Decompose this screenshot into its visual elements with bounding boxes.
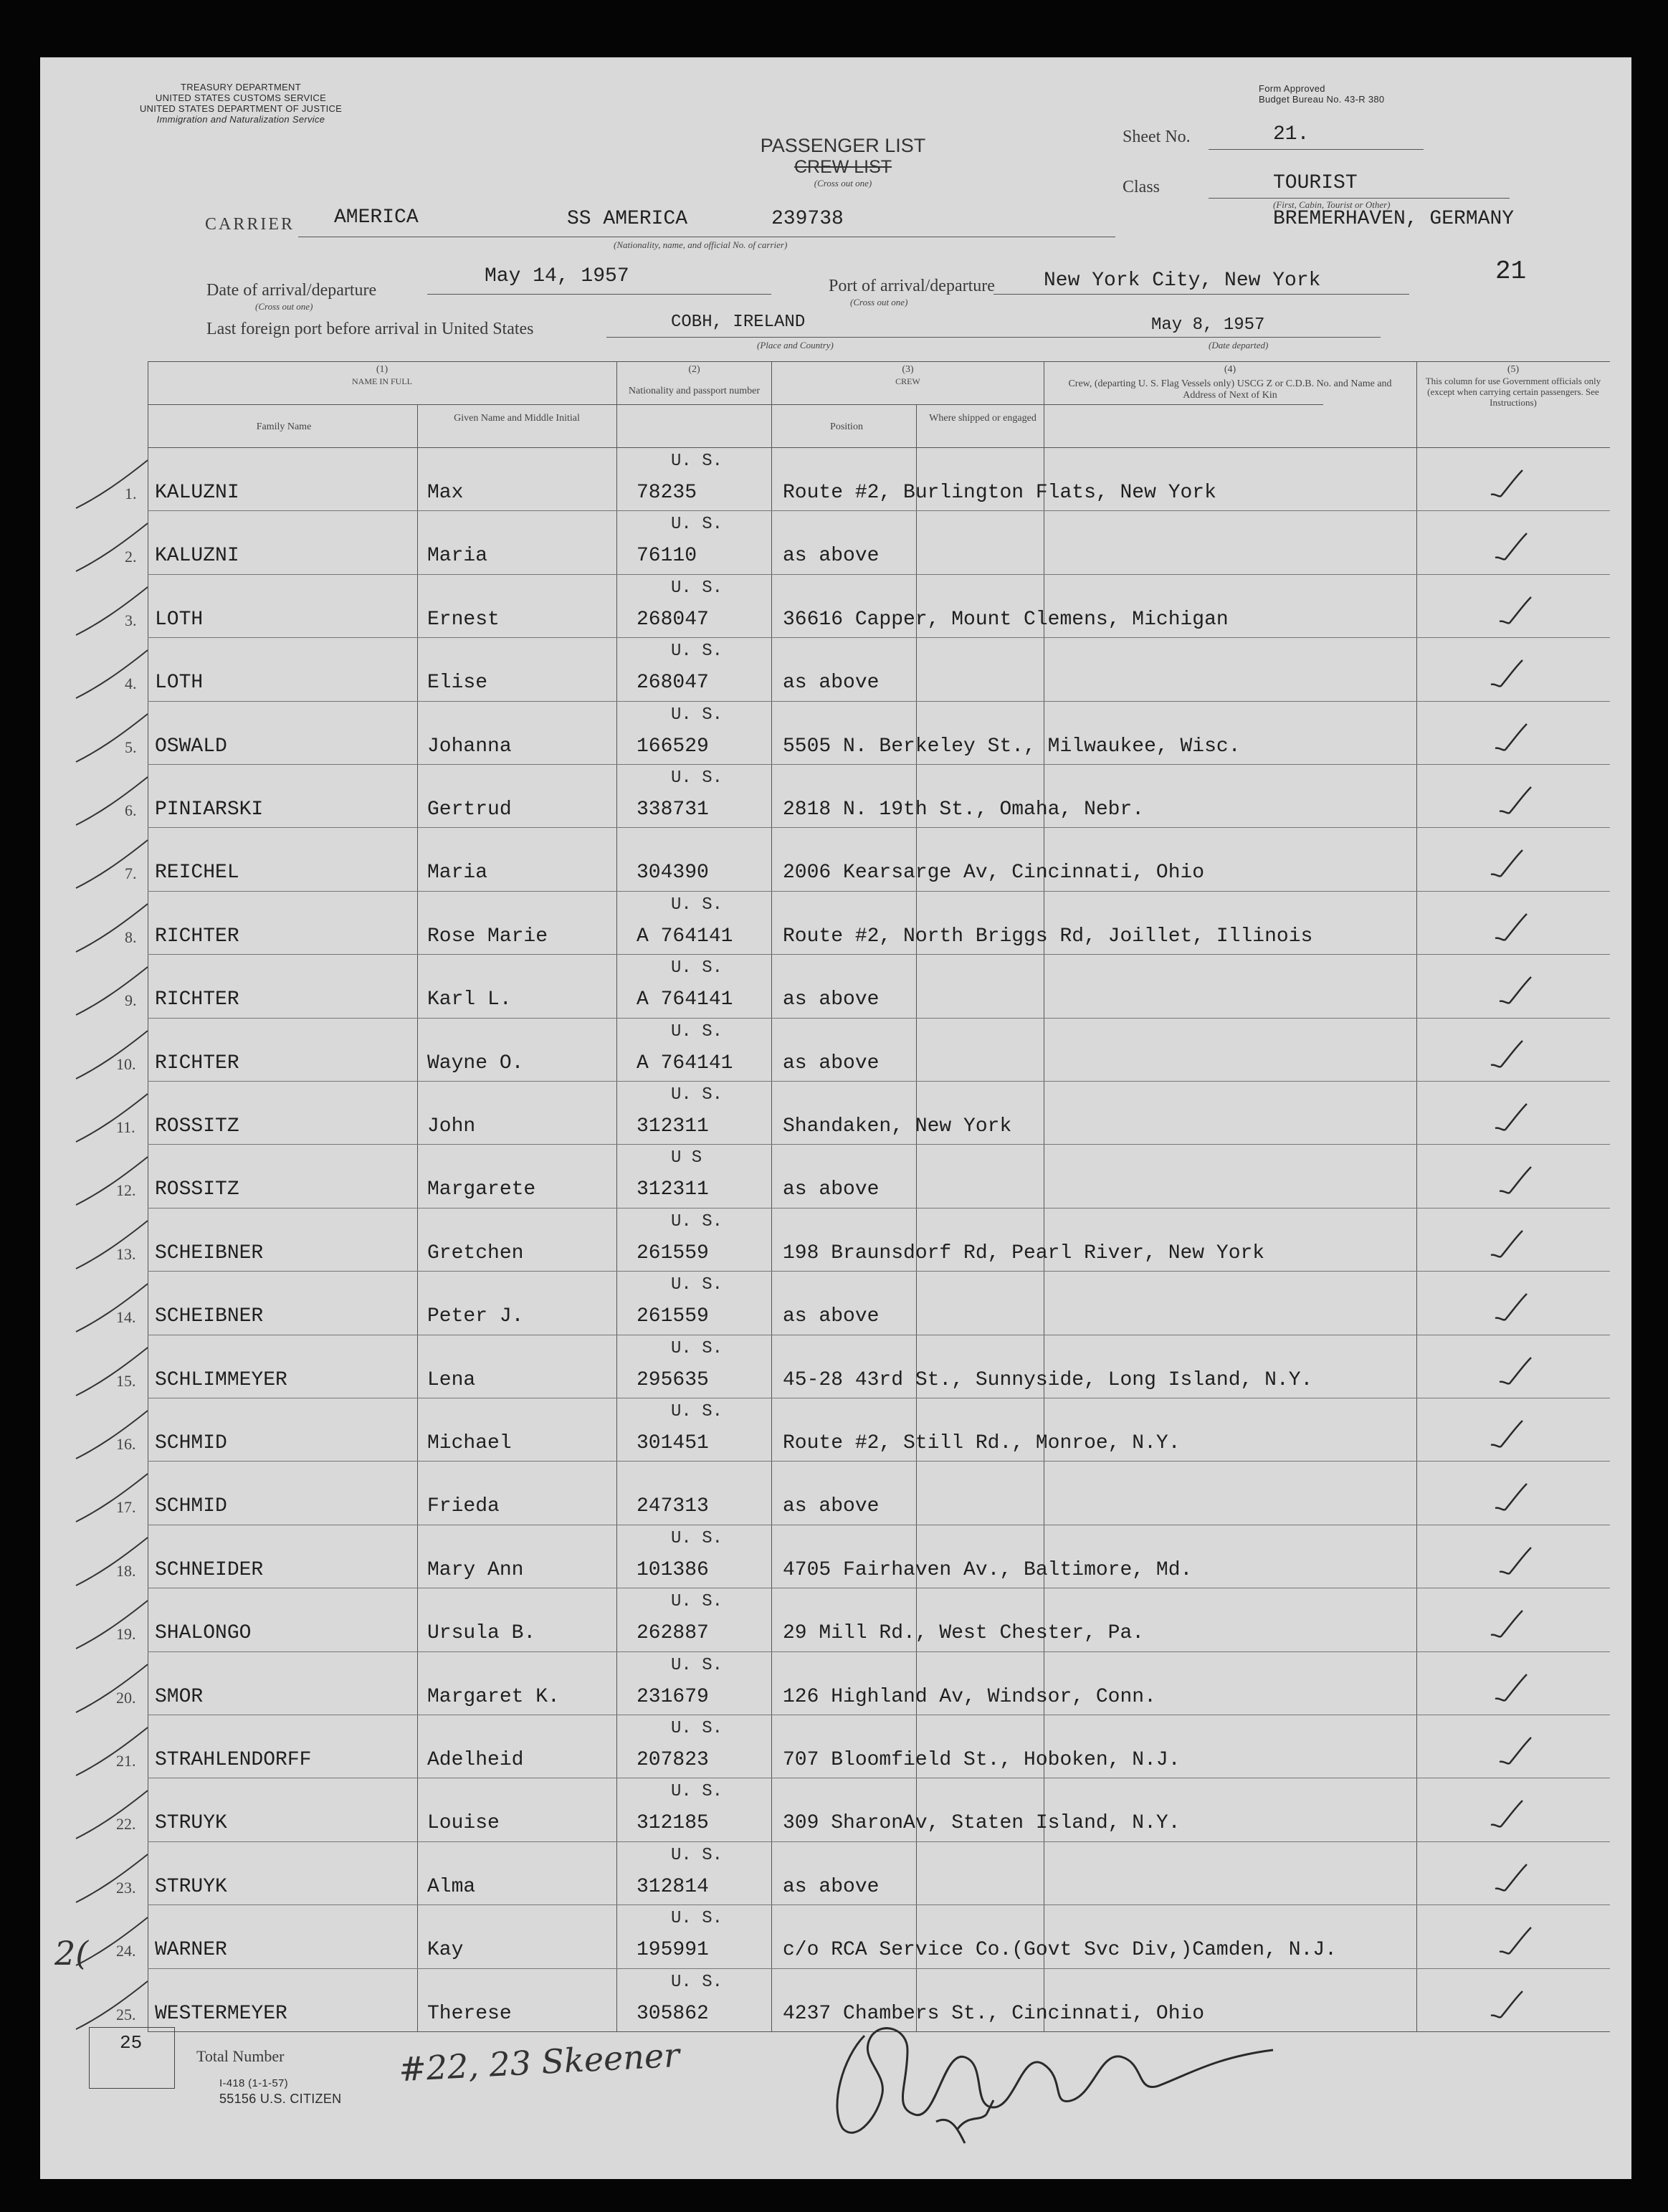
passport-number: 304390 bbox=[637, 862, 709, 885]
table-top-border bbox=[148, 361, 1610, 362]
margin-tick-icon bbox=[69, 1532, 155, 1589]
family-name: PINIARSKI bbox=[155, 798, 264, 821]
inspector-signature bbox=[814, 2007, 1330, 2150]
nationality: U. S. bbox=[671, 1211, 723, 1231]
family-name: SHALONGO bbox=[155, 1622, 252, 1645]
margin-tick-icon bbox=[69, 1595, 155, 1652]
given-name: Max bbox=[427, 482, 464, 504]
row-number: 2. bbox=[125, 548, 137, 566]
address: 29 Mill Rd., West Chester, Pa. bbox=[783, 1622, 1145, 1645]
family-name: RICHTER bbox=[155, 925, 239, 948]
checkmark-icon bbox=[1497, 1923, 1533, 1959]
passport-number: 207823 bbox=[637, 1749, 709, 1771]
family-name: SCHNEIDER bbox=[155, 1558, 264, 1581]
passport-number: 166529 bbox=[637, 735, 709, 758]
checkmark-icon bbox=[1497, 783, 1533, 819]
last-port-underline bbox=[606, 337, 1381, 338]
passport-number: 262887 bbox=[637, 1622, 709, 1645]
address: 309 SharonAv, Staten Island, N.Y. bbox=[783, 1812, 1181, 1835]
nationality: U. S. bbox=[671, 1909, 723, 1929]
checkmark-icon bbox=[1497, 1353, 1533, 1389]
class-value: TOURIST bbox=[1273, 172, 1358, 194]
passport-number: 76110 bbox=[637, 545, 697, 568]
given-name: Maria bbox=[427, 862, 488, 885]
nationality: U. S. bbox=[671, 1528, 723, 1548]
family-name: WESTERMEYER bbox=[155, 2002, 287, 2025]
family-name: REICHEL bbox=[155, 862, 239, 885]
address: as above bbox=[783, 545, 880, 568]
checkmark-icon bbox=[1492, 1479, 1528, 1515]
row-divider bbox=[148, 827, 1610, 828]
passport-number: A 764141 bbox=[637, 1052, 733, 1074]
class-label: Class bbox=[1123, 178, 1161, 196]
margin-tick-icon bbox=[69, 1405, 155, 1462]
given-name: Peter J. bbox=[427, 1305, 524, 1328]
checkmark-icon bbox=[1488, 656, 1524, 692]
col5-title: This column for use Government officials only (except when carrying certain passengers. See Instructions) bbox=[1425, 376, 1601, 408]
col-shipped-header: Where shipped or engaged bbox=[929, 413, 1036, 424]
checkmark-icon bbox=[1488, 846, 1524, 882]
col3-number: (3) bbox=[902, 364, 914, 375]
address: 5505 N. Berkeley St., Milwaukee, Wisc. bbox=[783, 735, 1241, 758]
title-crew-list: CREW LIST bbox=[794, 157, 892, 177]
row-divider bbox=[148, 1651, 1610, 1652]
passport-number: 295635 bbox=[637, 1368, 709, 1391]
nationality: U. S. bbox=[671, 1402, 723, 1421]
checkmark-icon bbox=[1492, 1670, 1528, 1706]
nationality: U. S. bbox=[671, 1275, 723, 1295]
total-number-value: 25 bbox=[120, 2032, 143, 2054]
row-number: 7. bbox=[125, 864, 137, 883]
address: Shandaken, New York bbox=[783, 1115, 1012, 1138]
carrier-number: 239738 bbox=[771, 208, 844, 230]
checkmark-icon bbox=[1488, 1606, 1524, 1642]
margin-tick-icon bbox=[69, 1025, 155, 1082]
family-name: SCHMID bbox=[155, 1495, 227, 1518]
carrier-nationality: AMERICA bbox=[334, 206, 419, 229]
class-caption: (First, Cabin, Tourist or Other) bbox=[1273, 199, 1391, 210]
checkmark-icon bbox=[1497, 973, 1533, 1009]
family-name: RICHTER bbox=[155, 988, 239, 1011]
agency-line-2: UNITED STATES CUSTOMS SERVICE bbox=[155, 92, 327, 103]
row-divider bbox=[148, 1904, 1610, 1905]
checkmark-icon bbox=[1488, 1987, 1524, 2023]
row-number: 21. bbox=[116, 1752, 136, 1770]
address: 2818 N. 19th St., Omaha, Nebr. bbox=[783, 798, 1145, 821]
family-name: STRUYK bbox=[155, 1875, 227, 1898]
row-number: 18. bbox=[116, 1561, 136, 1580]
col-divider-position bbox=[916, 404, 917, 2031]
family-name: SCHLIMMEYER bbox=[155, 1368, 287, 1391]
row-divider bbox=[148, 510, 1610, 511]
embarkation-port: BREMERHAVEN, GERMANY bbox=[1273, 208, 1515, 230]
checkmark-icon bbox=[1497, 1733, 1533, 1769]
row-divider bbox=[148, 701, 1610, 702]
col3-header bbox=[772, 364, 1044, 387]
row-number: 12. bbox=[116, 1181, 136, 1200]
given-name: Alma bbox=[427, 1875, 476, 1898]
given-name: Therese bbox=[427, 2002, 512, 2025]
passport-number: 78235 bbox=[637, 482, 697, 504]
passport-number: 261559 bbox=[637, 1241, 709, 1264]
given-name: Mary Ann bbox=[427, 1558, 524, 1581]
address: 2006 Kearsarge Av, Cincinnati, Ohio bbox=[783, 862, 1205, 885]
col-divider-nationality bbox=[771, 361, 772, 2031]
nationality: U. S. bbox=[671, 705, 723, 725]
col5-header bbox=[1420, 364, 1606, 408]
given-name: Louise bbox=[427, 1812, 500, 1835]
form-number: I-418 (1-1-57) bbox=[219, 2077, 288, 2089]
address: 4237 Chambers St., Cincinnati, Ohio bbox=[783, 2002, 1205, 2025]
handwritten-note: #22, 23 Skeener bbox=[397, 2035, 681, 2089]
passport-number: 301451 bbox=[637, 1432, 709, 1454]
family-name: ROSSITZ bbox=[155, 1115, 239, 1138]
checkmark-icon bbox=[1488, 1226, 1524, 1262]
margin-tick-icon bbox=[69, 1278, 155, 1335]
address: as above bbox=[783, 1305, 880, 1328]
margin-tick-icon bbox=[69, 708, 155, 766]
row-number: 23. bbox=[116, 1878, 136, 1897]
row-number: 13. bbox=[116, 1244, 136, 1263]
family-name: KALUZNI bbox=[155, 482, 239, 504]
passport-number: 312311 bbox=[637, 1115, 709, 1138]
given-name: Margarete bbox=[427, 1178, 536, 1201]
row-divider bbox=[148, 1144, 1610, 1145]
row-number: 19. bbox=[116, 1625, 136, 1644]
given-name: Michael bbox=[427, 1432, 512, 1454]
row-number: 3. bbox=[125, 611, 137, 629]
nationality: U. S. bbox=[671, 578, 723, 598]
col4-number: (4) bbox=[1224, 364, 1236, 375]
address: Route #2, Still Rd., Monroe, N.Y. bbox=[783, 1432, 1181, 1454]
total-number-box bbox=[89, 2027, 175, 2089]
given-name: Rose Marie bbox=[427, 925, 548, 948]
margin-tick-icon bbox=[69, 454, 155, 512]
class-underline bbox=[1209, 198, 1510, 199]
passport-number: 305862 bbox=[637, 2002, 709, 2025]
passport-number: 247313 bbox=[637, 1495, 709, 1518]
margin-tick-icon bbox=[69, 961, 155, 1019]
row-divider bbox=[148, 1208, 1610, 1209]
agency-line-4: Immigration and Naturalization Service bbox=[156, 114, 325, 125]
row-number: 8. bbox=[125, 928, 137, 946]
row-number: 6. bbox=[125, 801, 137, 819]
nationality: U. S. bbox=[671, 768, 723, 788]
row-number: 10. bbox=[116, 1054, 136, 1073]
nationality: U. S. bbox=[671, 1782, 723, 1802]
family-name: KALUZNI bbox=[155, 545, 239, 568]
agency-line-3: UNITED STATES DEPARTMENT OF JUSTICE bbox=[139, 103, 343, 114]
family-name: SCHEIBNER bbox=[155, 1241, 264, 1264]
row-divider bbox=[148, 891, 1610, 892]
last-port-value: COBH, IRELAND bbox=[671, 313, 806, 332]
citizen-label: 55156 U.S. CITIZEN bbox=[219, 2092, 342, 2106]
nationality: U. S. bbox=[671, 1845, 723, 1865]
given-name: Ernest bbox=[427, 608, 500, 631]
last-port-date: May 8, 1957 bbox=[1151, 315, 1265, 335]
family-name: STRAHLENDORFF bbox=[155, 1749, 312, 1771]
checkmark-icon bbox=[1492, 720, 1528, 755]
address: as above bbox=[783, 1875, 880, 1898]
passport-number: 195991 bbox=[637, 1939, 709, 1962]
margin-tick-icon bbox=[69, 1468, 155, 1525]
margin-tick-icon bbox=[69, 1785, 155, 1842]
checkmark-icon bbox=[1488, 1796, 1524, 1832]
passport-number: 312185 bbox=[637, 1812, 709, 1835]
nationality: U. S. bbox=[671, 515, 723, 535]
checkmark-icon bbox=[1497, 1163, 1533, 1198]
col-divider-remarks bbox=[1416, 361, 1417, 2031]
passport-number: 338731 bbox=[637, 798, 709, 821]
col1-title: NAME IN FULL bbox=[352, 376, 412, 386]
carrier-name: SS AMERICA bbox=[567, 208, 688, 230]
margin-tick-icon bbox=[69, 644, 155, 702]
address: c/o RCA Service Co.(Govt Svc Div,)Camden, N.J. bbox=[783, 1939, 1337, 1962]
address: as above bbox=[783, 1495, 880, 1518]
address: as above bbox=[783, 988, 880, 1011]
checkmark-icon bbox=[1488, 1036, 1524, 1072]
row-divider bbox=[148, 1271, 1610, 1272]
nationality: U. S. bbox=[671, 642, 723, 662]
given-name: John bbox=[427, 1115, 476, 1138]
family-name: OSWALD bbox=[155, 735, 227, 758]
margin-tick-icon bbox=[69, 898, 155, 955]
given-name: Ursula B. bbox=[427, 1622, 536, 1645]
nationality: U. S. bbox=[671, 1085, 723, 1105]
row-divider bbox=[148, 1841, 1610, 1842]
sheet-underline bbox=[1209, 149, 1424, 150]
nationality: U. S. bbox=[671, 1592, 723, 1612]
given-name: Kay bbox=[427, 1939, 464, 1962]
agency-header bbox=[133, 82, 348, 125]
col-position-header: Position bbox=[830, 421, 863, 432]
carrier-label: CARRIER bbox=[205, 215, 295, 234]
col3-title: CREW bbox=[895, 376, 920, 386]
address: Route #2, North Briggs Rd, Joillet, Illinois bbox=[783, 925, 1313, 948]
margin-tick-icon bbox=[69, 1659, 155, 1716]
row-divider bbox=[148, 1968, 1610, 1969]
col-divider-given bbox=[616, 361, 617, 2031]
given-name: Gertrud bbox=[427, 798, 512, 821]
given-name: Margaret K. bbox=[427, 1685, 560, 1708]
checkmark-icon bbox=[1488, 1416, 1524, 1452]
margin-tick-icon bbox=[69, 581, 155, 639]
address: as above bbox=[783, 1178, 880, 1201]
address: as above bbox=[783, 672, 880, 695]
margin-tick-icon bbox=[69, 518, 155, 575]
col4-header bbox=[1058, 364, 1402, 401]
row-number: 17. bbox=[116, 1498, 136, 1517]
arrival-port-label: Port of arrival/departure bbox=[829, 277, 995, 295]
checkmark-icon bbox=[1492, 1100, 1528, 1135]
address: as above bbox=[783, 1052, 880, 1074]
passport-number: 312311 bbox=[637, 1178, 709, 1201]
given-name: Adelheid bbox=[427, 1749, 524, 1771]
col1-number: (1) bbox=[376, 364, 389, 375]
col-divider-family bbox=[417, 404, 418, 2031]
arrival-port: New York City, New York bbox=[1044, 270, 1321, 292]
title-caption: (Cross out one) bbox=[814, 178, 872, 189]
document-title bbox=[728, 135, 958, 189]
passenger-list-document bbox=[40, 57, 1631, 2179]
row-divider bbox=[148, 954, 1610, 955]
address: Route #2, Burlington Flats, New York bbox=[783, 482, 1216, 504]
family-name: SCHEIBNER bbox=[155, 1305, 264, 1328]
given-name: Frieda bbox=[427, 1495, 500, 1518]
col-given-header: Given Name and Middle Initial bbox=[454, 413, 580, 424]
agency-line-1: TREASURY DEPARTMENT bbox=[181, 82, 301, 92]
address: 126 Highland Av, Windsor, Conn. bbox=[783, 1685, 1156, 1708]
row-divider bbox=[148, 574, 1610, 575]
last-port-label: Last foreign port before arrival in United States bbox=[206, 320, 534, 338]
nationality: U. S. bbox=[671, 1338, 723, 1358]
col5-number: (5) bbox=[1507, 364, 1520, 375]
last-port-caption: (Place and Country) bbox=[757, 340, 834, 351]
total-number-label: Total Number bbox=[196, 2047, 285, 2065]
row-divider bbox=[148, 764, 1610, 765]
nationality: U. S. bbox=[671, 1021, 723, 1041]
table-header-bottom-border bbox=[148, 447, 1610, 448]
passport-number: 268047 bbox=[637, 608, 709, 631]
carrier-caption: (Nationality, name, and official No. of carrier) bbox=[614, 239, 788, 250]
row-number: 1. bbox=[125, 485, 137, 502]
passport-number: 101386 bbox=[637, 1558, 709, 1581]
row-number: 11. bbox=[116, 1118, 135, 1136]
margin-tick-icon bbox=[69, 834, 155, 892]
nationality: U. S. bbox=[671, 1719, 723, 1738]
arrival-date-caption: (Cross out one) bbox=[255, 301, 313, 312]
address: 4705 Fairhaven Av., Baltimore, Md. bbox=[783, 1558, 1193, 1581]
passport-number: 231679 bbox=[637, 1685, 709, 1708]
row-number: 5. bbox=[125, 738, 137, 756]
nationality: U. S. bbox=[671, 1972, 723, 1992]
row-number: 24. bbox=[116, 1942, 136, 1960]
nationality: U. S. bbox=[671, 1655, 723, 1675]
row-divider bbox=[148, 1461, 1610, 1462]
family-name: ROSSITZ bbox=[155, 1178, 239, 1201]
given-name: Lena bbox=[427, 1368, 476, 1391]
last-port-date-caption: (Date departed) bbox=[1209, 340, 1269, 351]
margin-tick-icon bbox=[69, 1849, 155, 1906]
nationality: U. S. bbox=[671, 958, 723, 978]
row-divider bbox=[148, 1081, 1610, 1082]
margin-mark: 2( bbox=[54, 1934, 89, 1973]
margin-tick-icon bbox=[69, 1975, 155, 2033]
given-name: Karl L. bbox=[427, 988, 512, 1011]
address: 36616 Capper, Mount Clemens, Michigan bbox=[783, 608, 1229, 631]
col2-number: (2) bbox=[688, 364, 700, 375]
address: 45-28 43rd St., Sunnyside, Long Island, N.Y. bbox=[783, 1368, 1313, 1391]
family-name: LOTH bbox=[155, 672, 204, 695]
checkmark-icon bbox=[1497, 593, 1533, 629]
col2-title: Nationality and passport number bbox=[628, 386, 761, 396]
table-subheader-border bbox=[148, 404, 1323, 405]
family-name: STRUYK bbox=[155, 1812, 227, 1835]
given-name: Elise bbox=[427, 672, 488, 695]
row-divider bbox=[148, 637, 1610, 638]
col4-title: Crew, (departing U. S. Flag Vessels only) USCG Z or C.D.B. No. and Name and Address of Next of Kin bbox=[1068, 378, 1392, 401]
row-number: 14. bbox=[116, 1308, 136, 1327]
page-number: 21 bbox=[1495, 257, 1527, 286]
checkmark-icon bbox=[1497, 1543, 1533, 1579]
arrival-date-label: Date of arrival/departure bbox=[206, 281, 377, 300]
checkmark-icon bbox=[1492, 1289, 1528, 1325]
checkmark-icon bbox=[1488, 466, 1524, 502]
address: 198 Braunsdorf Rd, Pearl River, New York bbox=[783, 1241, 1265, 1264]
margin-tick-icon bbox=[69, 1215, 155, 1272]
nationality: U. S. bbox=[671, 895, 723, 915]
given-name: Gretchen bbox=[427, 1241, 524, 1264]
row-number: 15. bbox=[116, 1371, 136, 1390]
given-name: Maria bbox=[427, 545, 488, 568]
passport-number: 312814 bbox=[637, 1875, 709, 1898]
sheet-number: 21. bbox=[1273, 123, 1310, 146]
row-number: 9. bbox=[125, 991, 137, 1010]
given-name: Johanna bbox=[427, 735, 512, 758]
family-name: SCHMID bbox=[155, 1432, 227, 1454]
arrival-port-underline bbox=[993, 294, 1409, 295]
margin-tick-icon bbox=[69, 1151, 155, 1209]
passport-number: 268047 bbox=[637, 672, 709, 695]
checkmark-icon bbox=[1492, 529, 1528, 565]
col2-header bbox=[617, 364, 771, 397]
form-approved bbox=[1259, 83, 1384, 105]
margin-tick-icon bbox=[69, 1342, 155, 1399]
form-approved-line-2: Budget Bureau No. 43-R 380 bbox=[1259, 94, 1385, 105]
row-divider bbox=[148, 1018, 1610, 1019]
form-approved-line-1: Form Approved bbox=[1259, 83, 1325, 94]
nationality: U S bbox=[671, 1148, 702, 1168]
checkmark-icon bbox=[1492, 1860, 1528, 1896]
title-passenger-list: PASSENGER LIST bbox=[760, 135, 926, 156]
address: 707 Bloomfield St., Hoboken, N.J. bbox=[783, 1749, 1181, 1771]
col-family-header: Family Name bbox=[256, 421, 312, 432]
family-name: WARNER bbox=[155, 1939, 227, 1962]
passport-number: 261559 bbox=[637, 1305, 709, 1328]
family-name: LOTH bbox=[155, 608, 204, 631]
passport-number: A 764141 bbox=[637, 925, 733, 948]
margin-tick-icon bbox=[69, 771, 155, 829]
given-name: Wayne O. bbox=[427, 1052, 524, 1074]
row-number: 22. bbox=[116, 1815, 136, 1834]
row-number: 16. bbox=[116, 1435, 136, 1453]
row-number: 25. bbox=[116, 2005, 136, 2023]
family-name: RICHTER bbox=[155, 1052, 239, 1074]
margin-tick-icon bbox=[69, 1088, 155, 1145]
checkmark-icon bbox=[1492, 910, 1528, 945]
row-number: 4. bbox=[125, 674, 137, 693]
arrival-port-caption: (Cross out one) bbox=[850, 297, 908, 308]
arrival-date-underline bbox=[427, 294, 771, 295]
sheet-label: Sheet No. bbox=[1123, 128, 1191, 146]
col1-header bbox=[148, 364, 616, 387]
margin-tick-icon bbox=[69, 1722, 155, 1779]
nationality: U. S. bbox=[671, 452, 723, 471]
family-name: SMOR bbox=[155, 1685, 204, 1708]
passport-number: A 764141 bbox=[637, 988, 733, 1011]
row-number: 20. bbox=[116, 1688, 136, 1707]
arrival-date: May 14, 1957 bbox=[485, 265, 629, 287]
